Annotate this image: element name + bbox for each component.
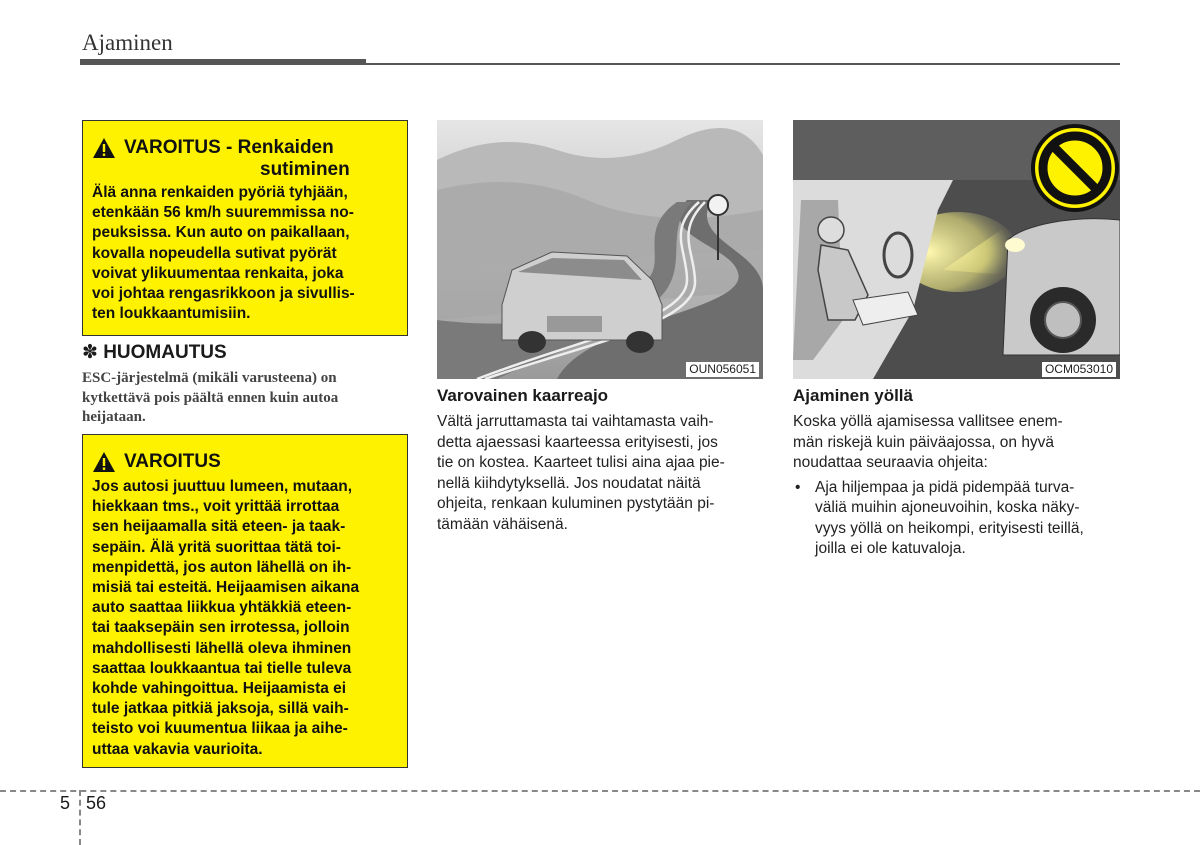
bullet-line: Aja hiljempaa ja pidä pidempää turva-	[815, 478, 1075, 496]
warning-box-rocking	[82, 434, 408, 768]
warning-line: sepäin. Älä yritä suorittaa tätä toi-	[92, 538, 341, 556]
footer-dashed-divider	[79, 790, 81, 845]
warning-title	[92, 137, 397, 159]
warning-body	[92, 183, 397, 324]
body-line: tämään vähäisenä.	[437, 515, 568, 533]
warning-line: tai taaksepäin sen irrotessa, jolloin	[92, 619, 350, 637]
header-rule-thick	[80, 59, 366, 65]
night-driving-illustration	[793, 120, 1120, 379]
page-number: 56	[86, 793, 107, 813]
warning-title	[92, 451, 397, 473]
warning-line: ten loukkaantumisiin.	[92, 305, 251, 323]
warning-line: sen heijaamalla sitä eteen- ja taak-	[92, 518, 346, 536]
figure-night-driving	[793, 120, 1120, 379]
warning-line: auto saattaa liikkua yhtäkkiä eteen-	[92, 599, 352, 617]
bullet-line: joilla ei ole katuvaloja.	[815, 540, 966, 557]
warning-line: misiä tai esteitä. Heijaamisen aikana	[92, 579, 360, 597]
bullet-line: vyys yöllä on heikompi, erityisesti teillä,	[815, 519, 1084, 537]
section-heading: Ajaminen yöllä	[793, 386, 913, 405]
warning-line: Älä anna renkaiden pyöriä tyhjään,	[92, 184, 348, 201]
body-line: män riskejä kuin päiväajossa, on hyvä	[793, 433, 1055, 451]
warning-line: Jos autosi juuttuu lumeen, mutaan,	[92, 478, 353, 495]
warning-line: voi johtaa rengasrikkoon ja sivullis-	[92, 285, 355, 303]
body-line: noudattaa seuraavia ohjeita:	[793, 454, 988, 471]
figure-code: OUN056051	[686, 362, 759, 377]
warning-title-text: VAROITUS	[124, 451, 221, 472]
note-line: kytkettävä pois päältä ennen kuin autoa	[82, 389, 339, 406]
page-header-title: Ajaminen	[82, 30, 173, 55]
warning-line: tule jatkaa pitkiä jaksoja, sillä vaih-	[92, 700, 349, 718]
curve-road-illustration	[437, 120, 763, 379]
warning-title-text: VAROITUS - Renkaiden	[124, 137, 334, 158]
footer-dashed-rule	[0, 790, 1200, 792]
bullet-line: väliä muihin ajoneuvoihin, koska näky-	[815, 499, 1080, 516]
note-body	[82, 369, 410, 428]
header-rule-thin	[366, 63, 1120, 65]
figure-code: OCM053010	[1042, 362, 1116, 377]
body-line: ohjeita, renkaan kuluminen pystytään pi-	[437, 495, 715, 512]
warning-triangle-icon	[92, 451, 116, 473]
warning-line: teisto voi kuumentua liikaa ja aihe-	[92, 720, 348, 738]
warning-line: kohde vahingoittua. Heijaamista ei	[92, 680, 347, 698]
warning-line: uttaa vakavia vaurioita.	[92, 740, 263, 758]
warning-line: kovalla nopeudella sutivat pyörät	[92, 244, 337, 262]
section-heading: Varovainen kaarreajo	[437, 386, 609, 405]
warning-line: peuksissa. Kun auto on paikallaan,	[92, 224, 350, 242]
warning-line: mahdollisesti lähellä oleva ihminen	[92, 639, 352, 657]
warning-title-text-cont: sutiminen	[260, 159, 350, 180]
warning-line: hiekkaan tms., voit yrittää irrottaa	[92, 498, 340, 516]
warning-body	[92, 477, 397, 760]
warning-box-wheel-spin	[82, 120, 408, 336]
note-line: heijataan.	[82, 409, 146, 425]
warning-triangle-icon	[92, 137, 116, 159]
body-line: nellä kiihdytyksellä. Jos noudatat näitä	[437, 474, 701, 492]
body-line: Vältä jarruttamasta tai vaihtamasta vaih-	[437, 413, 714, 430]
warning-line: etenkään 56 km/h suuremmissa no-	[92, 204, 354, 222]
chapter-number: 5	[60, 793, 71, 813]
warning-line: menpidettä, jos auton lähellä on ih-	[92, 558, 352, 576]
figure-curve-road	[437, 120, 763, 379]
body-line: tie on kostea. Kaarteet tulisi aina ajaa pie-	[437, 454, 725, 471]
section-body	[437, 412, 767, 535]
warning-line: voivat ylikuumentaa renkaita, joka	[92, 264, 344, 282]
bullet-item	[793, 478, 1123, 560]
body-line: Koska yöllä ajamisessa vallitsee enem-	[793, 413, 1063, 430]
body-line: detta ajaessasi kaarteessa erityisesti, jos	[437, 433, 718, 451]
warning-line: saattaa loukkaantua tai tielle tuleva	[92, 659, 352, 677]
bullet-mark: •	[795, 478, 801, 496]
note-line: ESC-järjestelmä (mikäli varusteena) on	[82, 370, 337, 386]
note-heading: ✽ HUOMAUTUS	[82, 342, 227, 363]
section-body	[793, 412, 1123, 560]
